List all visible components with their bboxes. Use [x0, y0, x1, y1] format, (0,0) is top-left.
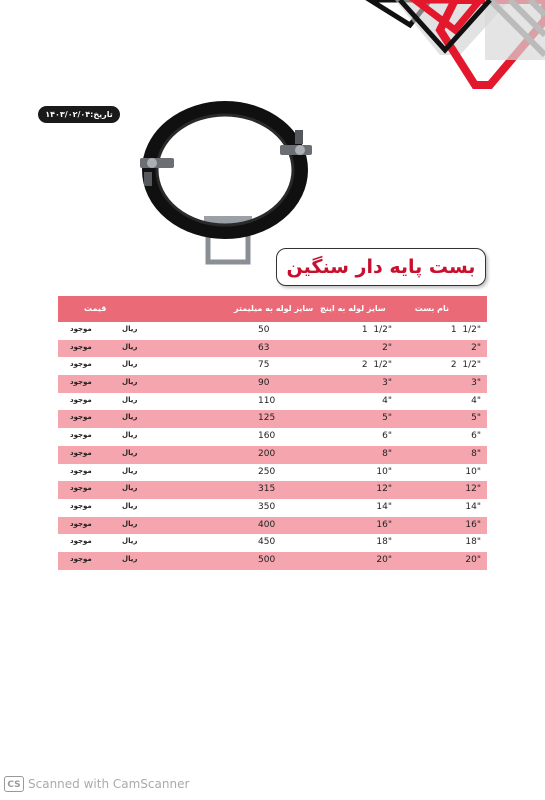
cell-inch: 4" [382, 395, 392, 406]
cell-mm: 125 [258, 413, 276, 424]
cell-mm: 90 [258, 378, 270, 389]
cell-unit: ریال [122, 360, 138, 369]
cell-name: 12" [465, 484, 481, 495]
cell-name: 18" [465, 537, 481, 548]
date-badge: تاریخ:۱۴۰۳/۰۲/۰۴ [38, 106, 120, 123]
cell-mm: 315 [258, 484, 276, 495]
price-table [58, 296, 487, 570]
table-row [58, 375, 487, 393]
cell-unit: ریال [122, 501, 138, 510]
cell-mm: 250 [258, 466, 276, 477]
cell-inch: 6" [382, 431, 392, 442]
cell-unit: ریال [122, 342, 138, 351]
cell-name: 4" [471, 395, 481, 406]
cell-name: 6" [471, 431, 481, 442]
table-row [58, 481, 487, 499]
cell-status: موجود [70, 554, 92, 563]
cell-inch: 12" [376, 484, 392, 495]
cell-unit: ریال [122, 537, 138, 546]
cell-inch: 14" [376, 501, 392, 512]
cell-unit: ریال [122, 554, 138, 563]
cell-name: 8" [471, 448, 481, 459]
col-header-inch: سایز لوله به اینچ [320, 304, 386, 313]
cell-status: موجود [70, 395, 92, 404]
cell-inch: 16" [376, 519, 392, 530]
title-box [276, 248, 486, 286]
table-row [58, 517, 487, 535]
cell-name: 2 1/2" [450, 360, 481, 371]
cell-mm: 200 [258, 448, 276, 459]
cell-status: موجود [70, 519, 92, 528]
col-header-name: نام بست [414, 304, 449, 313]
cell-name: 1 1/2" [450, 325, 481, 335]
cell-status: موجود [70, 431, 92, 440]
col-header-mm: سایز لوله به میلیمتر [234, 304, 314, 313]
cell-inch: 5" [382, 413, 392, 424]
footer-text: Scanned with CamScanner [28, 777, 190, 791]
cell-mm: 63 [258, 342, 270, 353]
cell-mm: 400 [258, 519, 276, 530]
cell-unit: ریال [122, 448, 138, 457]
cell-unit: ریال [122, 395, 138, 404]
cell-inch: 3" [382, 378, 392, 389]
cell-status: موجود [70, 342, 92, 351]
cell-status: موجود [70, 448, 92, 457]
cell-mm: 350 [258, 501, 276, 512]
cell-status: موجود [70, 325, 92, 333]
cell-unit: ریال [122, 431, 138, 440]
table-row [58, 428, 487, 446]
cell-name: 2" [471, 342, 481, 353]
cell-unit: ریال [122, 519, 138, 528]
pipe-clamp-image [130, 90, 320, 270]
table-row [58, 393, 487, 411]
cell-name: 14" [465, 501, 481, 512]
camscanner-logo-icon: CS [4, 776, 24, 792]
table-row [58, 446, 487, 464]
cell-name: 20" [465, 554, 481, 565]
cell-inch: 20" [376, 554, 392, 565]
cell-status: موجود [70, 484, 92, 493]
cell-inch: 18" [376, 537, 392, 548]
cell-mm: 450 [258, 537, 276, 548]
cell-mm: 500 [258, 554, 276, 565]
cell-status: موجود [70, 360, 92, 369]
camscanner-footer [4, 775, 189, 793]
cell-name: 3" [471, 378, 481, 389]
cell-inch: 10" [376, 466, 392, 477]
cell-name: 5" [471, 413, 481, 424]
cell-unit: ریال [122, 378, 138, 387]
table-row [58, 499, 487, 517]
cell-status: موجود [70, 413, 92, 422]
cell-mm: 50 [258, 325, 270, 335]
cell-status: موجود [70, 501, 92, 510]
cell-name: 16" [465, 519, 481, 530]
table-row [58, 534, 487, 552]
cell-unit: ریال [122, 413, 138, 422]
cell-inch: 8" [382, 448, 392, 459]
cell-name: 10" [465, 466, 481, 477]
cell-mm: 160 [258, 431, 276, 442]
table-row [58, 552, 487, 570]
table-row [58, 357, 487, 375]
cell-unit: ریال [122, 466, 138, 475]
cell-mm: 110 [258, 395, 276, 406]
cell-status: موجود [70, 466, 92, 475]
page-title: بست پایه دار سنگین [286, 256, 476, 278]
table-row [58, 410, 487, 428]
cell-unit: ریال [122, 484, 138, 493]
table-header [58, 296, 487, 322]
cell-status: موجود [70, 378, 92, 387]
corner-decoration [360, 0, 545, 95]
cell-inch: 2" [382, 342, 392, 353]
col-header-price: قیمت [84, 304, 107, 313]
table-row [58, 464, 487, 482]
table-row [58, 340, 487, 358]
cell-unit: ریال [122, 325, 138, 333]
cell-status: موجود [70, 537, 92, 546]
cell-mm: 75 [258, 360, 270, 371]
cell-inch: 2 1/2" [361, 360, 392, 371]
cell-inch: 1 1/2" [361, 325, 392, 335]
table-row [58, 322, 487, 340]
